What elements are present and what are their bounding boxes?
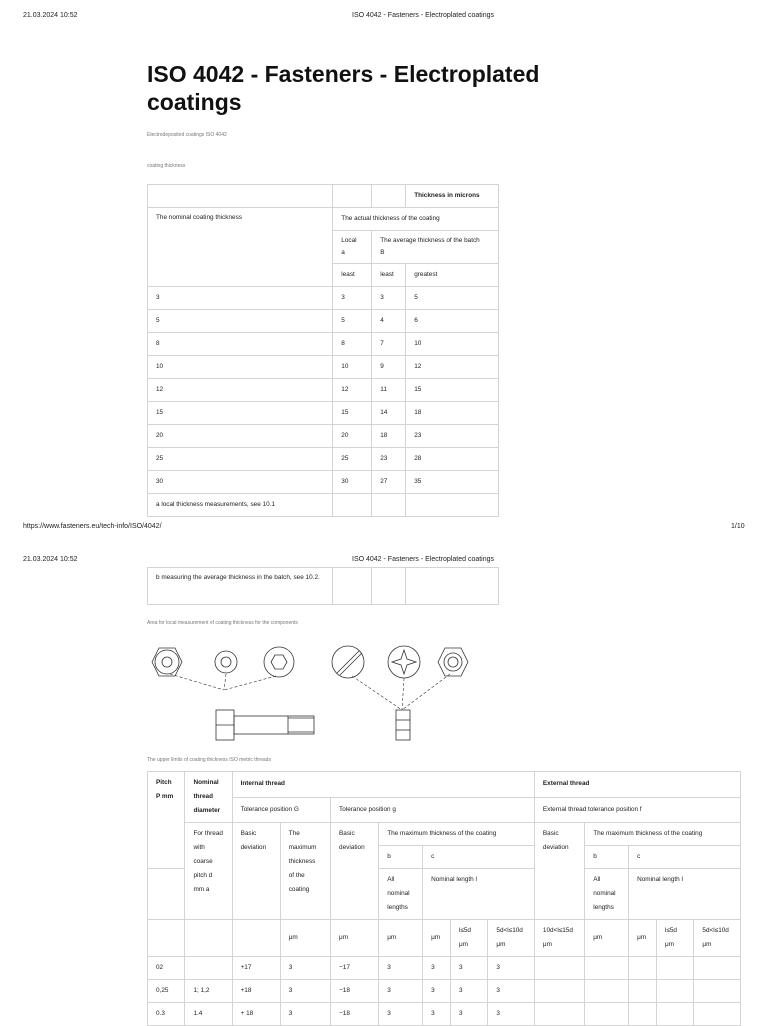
header-l10: 5d<l≤10d μm [694, 920, 741, 957]
page-title: ISO 4042 - Fasteners - Electroplated coatings [147, 61, 540, 115]
footer-url[interactable]: https://www.fasteners.eu/tech-info/ISO/4042/ [23, 523, 162, 530]
table-cell: 30 [148, 471, 333, 494]
header-l15: 10d<l≤15d μm [534, 920, 584, 957]
page1-header-title: ISO 4042 - Fasteners - Electroplated coatings [352, 12, 495, 19]
table-cell: 3 [488, 980, 535, 1003]
table-row [148, 494, 499, 517]
header-l5: l≤5d μm [656, 920, 693, 957]
unit-um: μm [423, 920, 451, 957]
coating-thickness-table [147, 184, 499, 517]
round-head-drawing [215, 651, 237, 673]
header-b: b [379, 846, 423, 869]
table-cell [148, 869, 185, 920]
header-internal-thread: Internal thread [232, 772, 534, 798]
hex-nut-drawing [438, 648, 468, 676]
table-cell: 5 [333, 310, 372, 333]
footnote-b: b measuring the average thickness in the batch, see 10.2. [148, 568, 333, 605]
table-cell: 28 [406, 448, 499, 471]
table-cell: 10 [333, 356, 372, 379]
table-cell [406, 568, 499, 605]
caption-coating-thickness: coating thickness [147, 163, 186, 169]
table-cell [333, 185, 372, 208]
header-tolerance-g: Tolerance position g [331, 797, 535, 823]
table-cell: 23 [406, 425, 499, 448]
table-cell [333, 494, 372, 517]
table-cell: −18 [331, 980, 379, 1003]
header-c: c [423, 846, 535, 869]
table-row [148, 379, 499, 402]
coating-thickness-table-continued [147, 567, 499, 605]
table-cell [694, 1003, 741, 1026]
table-cell [585, 1003, 629, 1026]
table-cell: 3 [423, 1003, 451, 1026]
table-row [148, 310, 499, 333]
table-cell: 0,25 [148, 980, 185, 1003]
table-row [148, 957, 741, 980]
table-cell: 14 [372, 402, 406, 425]
table-cell: 3 [280, 957, 330, 980]
caption-upper-limits: The upper limits of coating thickness ISO metric threads [147, 757, 271, 763]
table-row [148, 471, 499, 494]
table-cell [372, 494, 406, 517]
table-cell: 3 [488, 957, 535, 980]
table-cell: 3 [148, 287, 333, 310]
table-header-actual: The actual thickness of the coating [333, 208, 499, 231]
table-cell: 11 [372, 379, 406, 402]
table-header-average [372, 231, 499, 264]
local-label: Local [341, 237, 357, 244]
table-cell: 5 [406, 287, 499, 310]
bolt-shank-side [234, 716, 314, 734]
table-row [148, 980, 741, 1003]
header-b: b [585, 846, 629, 869]
table-cell [185, 920, 232, 957]
table-cell: 1.4 [185, 1003, 232, 1026]
screw-side [396, 710, 410, 740]
table-row [148, 402, 499, 425]
table-row [148, 448, 499, 471]
table-cell: 12 [148, 379, 333, 402]
table-cell [148, 185, 333, 208]
table-row [148, 823, 741, 846]
table-cell: 3 [450, 1003, 487, 1026]
table-cell: 20 [333, 425, 372, 448]
table-cell [629, 1003, 657, 1026]
table-row [148, 333, 499, 356]
unit-um: μm [585, 920, 629, 957]
caption-electrodeposited: Electrodeposited coatings ISO 4042 [147, 132, 227, 138]
table-cell: 3 [450, 980, 487, 1003]
footer-page-number: 1/10 [731, 523, 745, 530]
header-external-tolerance-f: External thread tolerance position f [534, 797, 740, 823]
table-cell: 4 [372, 310, 406, 333]
table-cell: 3 [280, 1003, 330, 1026]
hex-socket-drawing [264, 647, 294, 677]
caption-area: Area for local measurement of coating thickness for the components [147, 620, 298, 626]
table-cell [694, 957, 741, 980]
table-cell: 3 [333, 287, 372, 310]
table-cell: 02 [148, 957, 185, 980]
table-cell: 15 [406, 379, 499, 402]
header-basic-deviation: Basic deviation [331, 823, 379, 920]
table-cell [534, 980, 584, 1003]
table-cell [333, 568, 372, 605]
header-nominal-length: Nominal length l [423, 869, 535, 920]
header-coarse-pitch: For thread with coarse pitch d mm a [185, 823, 232, 920]
header-max-thickness: The maximum thickness of the coating [585, 823, 741, 846]
fastener-measurement-drawing [148, 634, 488, 746]
unit-um: μm [379, 920, 423, 957]
header-all-nominal: All nominal lengths [379, 869, 423, 920]
table-cell: + 18 [232, 1003, 280, 1026]
unit-um: μm [331, 920, 379, 957]
header-c: c [629, 846, 741, 869]
header-tolerance-G: Tolerance position G [232, 797, 330, 823]
table-cell: 35 [406, 471, 499, 494]
table-cell [656, 1003, 693, 1026]
header-l5: l≤5d μm [450, 920, 487, 957]
table-cell: −17 [331, 957, 379, 980]
table-header-greatest: greatest [406, 264, 499, 287]
table-cell: 7 [372, 333, 406, 356]
table-row [148, 920, 741, 957]
table-cell: 8 [333, 333, 372, 356]
table-cell [585, 957, 629, 980]
table-cell: 30 [333, 471, 372, 494]
average-label: The average thickness of the batch [380, 237, 480, 244]
table-cell: 9 [372, 356, 406, 379]
table-cell: 18 [372, 425, 406, 448]
table-header-least: least [372, 264, 406, 287]
unit-um: μm [629, 920, 657, 957]
table-cell: +17 [232, 957, 280, 980]
page1-header-date: 21.03.2024 10:52 [23, 12, 78, 19]
table-cell [656, 980, 693, 1003]
page2-header-date: 21.03.2024 10:52 [23, 556, 78, 563]
header-all-nominal: All nominal lengths [585, 869, 629, 920]
table-cell: 25 [333, 448, 372, 471]
table-cell [232, 920, 280, 957]
average-sub: B [380, 249, 385, 256]
table-row [148, 185, 499, 208]
table-cell: 27 [372, 471, 406, 494]
table-cell: 1; 1,2 [185, 980, 232, 1003]
table-cell: 5 [148, 310, 333, 333]
table-cell [694, 980, 741, 1003]
unit-um: μm [280, 920, 330, 957]
table-cell [629, 980, 657, 1003]
header-basic-deviation: Basic deviation [534, 823, 584, 920]
table-cell: 3 [379, 980, 423, 1003]
local-sub: a [341, 249, 345, 256]
table-header-local [333, 231, 372, 264]
table-cell [585, 980, 629, 1003]
table-cell: 8 [148, 333, 333, 356]
table-cell [406, 494, 499, 517]
table-row [148, 797, 741, 823]
table-cell: 25 [148, 448, 333, 471]
table-cell: 3 [423, 980, 451, 1003]
table-cell: 3 [280, 980, 330, 1003]
header-basic-deviation: Basic deviation [232, 823, 280, 920]
footnote-a: a local thickness measurements, see 10.1 [148, 494, 333, 517]
table-cell [185, 957, 232, 980]
table-cell: 10 [148, 356, 333, 379]
table-cell: 3 [488, 1003, 535, 1026]
table-header-thickness: Thickness in microns [406, 185, 499, 208]
table-header-nominal: The nominal coating thickness [148, 208, 333, 287]
table-cell [656, 957, 693, 980]
table-cell: 18 [406, 402, 499, 425]
table-cell: 12 [406, 356, 499, 379]
page2-header-title: ISO 4042 - Fasteners - Electroplated coatings [352, 556, 495, 563]
table-cell [534, 1003, 584, 1026]
table-cell: 6 [406, 310, 499, 333]
table-row [148, 1003, 741, 1026]
hex-head-drawing [152, 648, 182, 676]
table-cell: 3 [379, 957, 423, 980]
table-row [148, 287, 499, 310]
table-cell [534, 957, 584, 980]
header-external-thread: External thread [534, 772, 740, 798]
table-cell: 10 [406, 333, 499, 356]
table-row [148, 568, 499, 605]
thread-coating-limits-table [147, 771, 741, 1026]
table-header-least: least [333, 264, 372, 287]
table-cell: 20 [148, 425, 333, 448]
header-nominal-length: Nominal length l [629, 869, 741, 920]
header-max-thickness: The maximum thickness of the coating [379, 823, 535, 846]
table-row [148, 356, 499, 379]
table-cell: 15 [148, 402, 333, 425]
table-cell: 0.3 [148, 1003, 185, 1026]
table-cell [372, 185, 406, 208]
table-cell [148, 920, 185, 957]
table-cell: 15 [333, 402, 372, 425]
table-cell: 12 [333, 379, 372, 402]
table-cell: 3 [450, 957, 487, 980]
table-row [148, 772, 741, 798]
header-l10: 5d<l≤10d μm [488, 920, 535, 957]
table-cell: 3 [372, 287, 406, 310]
table-cell: +18 [232, 980, 280, 1003]
header-max-thickness: The maximum thickness of the coating [280, 823, 330, 920]
header-nominal-diameter: Nominal thread diameter [185, 772, 232, 823]
table-cell: 3 [423, 957, 451, 980]
header-pitch: Pitch P mm [148, 772, 185, 869]
table-cell: 23 [372, 448, 406, 471]
table-row [148, 425, 499, 448]
table-cell [372, 568, 406, 605]
table-cell [629, 957, 657, 980]
table-cell: 3 [379, 1003, 423, 1026]
table-cell: −18 [331, 1003, 379, 1026]
table-row [148, 208, 499, 231]
